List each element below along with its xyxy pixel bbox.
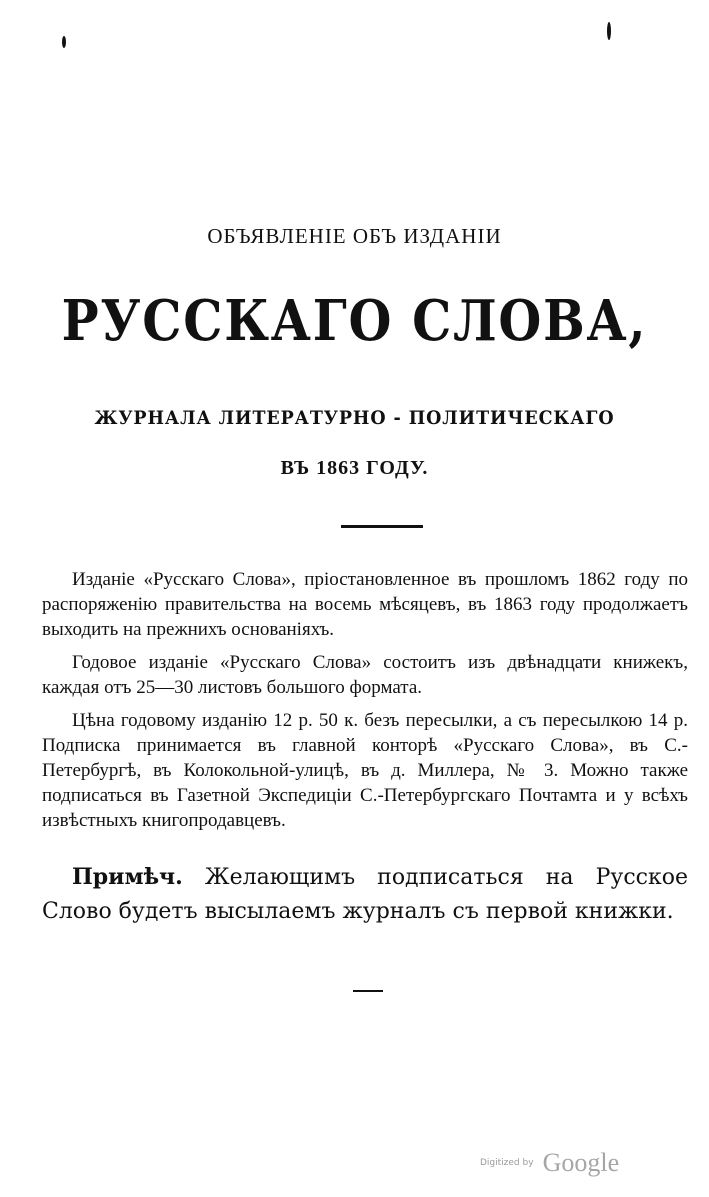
year-line: ВЪ 1863 ГОДУ. bbox=[280, 457, 429, 479]
scan-speck bbox=[607, 22, 611, 40]
magazine-title: РУССКАГО СЛОВА, bbox=[61, 288, 648, 354]
google-logo: Google bbox=[542, 1148, 620, 1177]
magazine-subtitle: ЖУРНАЛА ЛИТЕРАТУРНО - ПОЛИТИЧЕСКАГО bbox=[94, 407, 615, 429]
digitized-watermark bbox=[480, 1148, 619, 1178]
scan-speck bbox=[62, 36, 66, 48]
note-text: Желающимъ подписаться на Русское Слово будетъ высылаемъ журналъ съ первой книжки. bbox=[42, 865, 689, 924]
note-block bbox=[42, 860, 688, 929]
note-paragraph bbox=[42, 860, 688, 929]
divider-rule bbox=[341, 525, 423, 528]
paragraph-price-subscription: Цѣна годовому изданiю 12 р. 50 к. безъ пересылки, а съ пересылкою 14 р. Подписка принимается въ главной конторѣ «Русскаго Слова», въ С.-Петербургѣ, въ Колокольной-улицѣ, въ д. Миллера, № 3. Можно также подписаться въ Газетной Экспедицiи С.-Петербургскаго Почтамта и у всѣхъ извѣстныхъ книгопродавцевъ. bbox=[42, 710, 688, 831]
digitized-label: Digitized by bbox=[480, 1158, 534, 1168]
body-text bbox=[42, 567, 688, 841]
announcement-title: ОБЪЯВЛЕНIЕ ОБЪ ИЗДАНIИ bbox=[207, 224, 502, 248]
paragraph-annual-edition: Годовое изданiе «Русскаго Слова» состоитъ изъ двѣнадцати книжекъ, каждая отъ 25—30 листовъ большого формата. bbox=[42, 652, 688, 698]
end-rule bbox=[353, 990, 383, 992]
note-label: Примѣч. bbox=[72, 864, 183, 890]
paragraph-publication: Изданiе «Русскаго Слова», прiостановленное въ прошломъ 1862 году по распоряженiю правительства на восемь мѣсяцевъ, въ 1863 году продолжаетъ выходить на прежнихъ основанiяхъ. bbox=[42, 569, 688, 640]
